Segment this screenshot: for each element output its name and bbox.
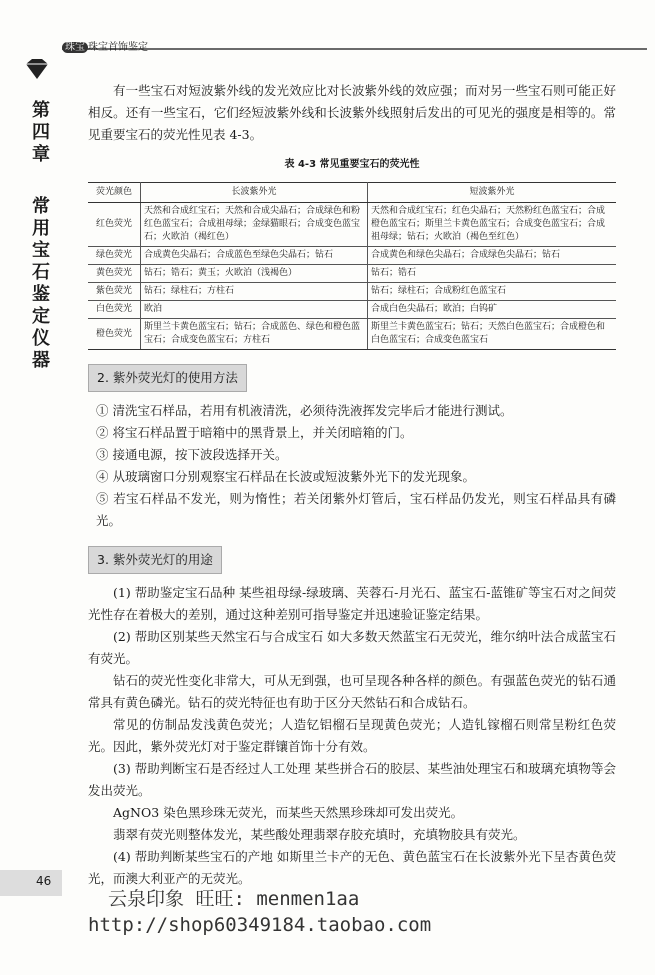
table-row bbox=[88, 203, 616, 247]
table-cell: 紫色荧光 bbox=[88, 283, 141, 301]
section-heading-usage: 2. 紫外荧光灯的使用方法 bbox=[88, 364, 247, 392]
chapter-label bbox=[30, 100, 52, 372]
chapter-char: 四 bbox=[32, 122, 50, 143]
chapter-title-char: 仪 bbox=[32, 328, 50, 349]
table-cell: 白色荧光 bbox=[88, 301, 141, 319]
table-cell: 绿色荧光 bbox=[88, 247, 141, 265]
chapter-title-char: 器 bbox=[32, 350, 50, 371]
step-item: ② 将宝石样品置于暗箱中的黑背景上，并关闭暗箱的门。 bbox=[96, 425, 413, 440]
table-row bbox=[88, 301, 616, 319]
page-number-tab bbox=[0, 870, 62, 896]
table-cell: 钻石；锆石 bbox=[368, 265, 617, 283]
table-row bbox=[88, 265, 616, 283]
table-cell: 天然和合成红宝石；天然和合成尖晶石；合成绿色和粉红色蓝宝石；合成祖母绿；金绿猫眼石；合成变色蓝宝石；火欧泊（褐红色） bbox=[141, 203, 368, 247]
body-paragraph: 常见的仿制品发浅黄色荧光；人造钇铝榴石呈现黄色荧光；人造钆镓榴石则常呈粉红色荧光。因此，紫外荧光灯对于鉴定群镶首饰十分有效。 bbox=[88, 717, 616, 754]
chapter-title-char: 常 bbox=[32, 196, 50, 217]
table-cell: 欧泊 bbox=[141, 301, 368, 319]
table-cell: 天然和合成红宝石；红色尖晶石；天然粉红色蓝宝石；合成橙色蓝宝石；斯里兰卡黄色蓝宝石；合成变色蓝宝石；合成祖母绿；钻石；火欧泊（褐色至红色） bbox=[368, 203, 617, 247]
table-cell: 橙色荧光 bbox=[88, 319, 141, 350]
body-paragraph: 钻石的荧光性变化非常大，可从无到强，也可呈现各种各样的颜色。有强蓝色荧光的钻石通常具有黄色磷光。钻石的荧光特征也有助于区分天然钻石和合成钻石。 bbox=[88, 673, 616, 710]
table-cell: 斯里兰卡黄色蓝宝石；钻石；合成蓝色、绿色和橙色蓝宝石；合成变色蓝宝石；方柱石 bbox=[141, 319, 368, 350]
body-paragraph: (1) 帮助鉴定宝石品种 某些祖母绿-绿玻璃、芙蓉石-月光石、蓝宝石-蓝锥矿等宝石对之间荧光性存在着极大的差别，通过这种差别可指导鉴定并迅速验证鉴定结果。 bbox=[88, 585, 616, 622]
fluorescence-table bbox=[88, 182, 616, 350]
table-header: 短波紫外光 bbox=[368, 183, 617, 203]
chapter-title-char: 定 bbox=[32, 306, 50, 327]
page-number: 46 bbox=[36, 874, 52, 888]
chapter-title-char: 宝 bbox=[32, 240, 50, 261]
chapter-char: 第 bbox=[32, 100, 50, 121]
body-paragraph: (3) 帮助判断宝石是否经过人工处理 某些拼合石的胶层、某些油处理宝石和玻璃充填物等会发出荧光。 bbox=[88, 761, 616, 798]
table-cell: 红色荧光 bbox=[88, 203, 141, 247]
table-header-row bbox=[88, 183, 616, 203]
table-cell: 黄色荧光 bbox=[88, 265, 141, 283]
table-cell: 钻石；绿柱石；合成粉红色蓝宝石 bbox=[368, 283, 617, 301]
chapter-title-char: 鉴 bbox=[32, 284, 50, 305]
table-caption: 表 4-3 常见重要宝石的荧光性 bbox=[284, 159, 420, 170]
table-row bbox=[88, 283, 616, 301]
table-cell: 合成白色尖晶石；欧泊；白钨矿 bbox=[368, 301, 617, 319]
step-item: ④ 从玻璃窗口分别观察宝石样品在长波或短波紫外光下的发光现象。 bbox=[96, 469, 475, 484]
body-paragraph: (4) 帮助判断某些宝石的产地 如斯里兰卡产的无色、黄色蓝宝石在长波紫外光下呈杏黄色荧光，而澳大利亚产的无荧光。 bbox=[88, 849, 616, 886]
body-paragraph: 翡翠有荧光则整体发光，某些酸处理翡翠存胶充填时，充填物胶具有荧光。 bbox=[113, 827, 526, 842]
series-title bbox=[62, 38, 148, 53]
header-rule bbox=[62, 28, 647, 50]
table-row bbox=[88, 247, 616, 265]
step-item: ③ 接通电源，按下波段选择开关。 bbox=[96, 447, 288, 462]
intro-paragraph: 有一些宝石对短波紫外线的发光效应比对长波紫外线的效应强；而对另一些宝石则可能正好相反。还有一些宝石，它们经短波紫外线和长波紫外线照射后发出的可见光的强度是相等的。常见重要宝石的荧光性见表 4-3。 bbox=[88, 83, 616, 142]
table-cell: 钻石；绿柱石；方柱石 bbox=[141, 283, 368, 301]
table-row bbox=[88, 319, 616, 350]
table-cell: 合成黄色和绿色尖晶石；合成绿色尖晶石；钻石 bbox=[368, 247, 617, 265]
body-paragraph: AgNO3 染色黑珍珠无荧光，而某些天然黑珍珠却可发出荧光。 bbox=[113, 805, 464, 820]
chapter-char: 章 bbox=[32, 144, 50, 165]
step-item: ⑤ 若宝石样品不发光，则为惰性；若关闭紫外灯管后，宝石样品仍发光，则宝石样品具有磷光。 bbox=[96, 491, 616, 528]
watermark-line: 云泉印象 旺旺: menmen1aa bbox=[108, 888, 360, 910]
step-item: ① 清洗宝石样品，若用有机液清洗，必须待洗液挥发完毕后才能进行测试。 bbox=[96, 403, 513, 418]
section-heading-purpose: 3. 紫外荧光灯的用途 bbox=[88, 546, 222, 574]
body-paragraph: (2) 帮助区别某些天然宝石与合成宝石 如大多数天然蓝宝石无荧光，维尔纳叶法合成蓝宝石有荧光。 bbox=[88, 629, 616, 666]
series-badge: 珠宝 bbox=[62, 42, 88, 53]
table-cell: 斯里兰卡黄色蓝宝石；钻石；天然白色蓝宝石；合成橙色和白色蓝宝石；合成变色蓝宝石 bbox=[368, 319, 617, 350]
table-cell: 合成黄色尖晶石；合成蓝色至绿色尖晶石；钻石 bbox=[141, 247, 368, 265]
chapter-title-char: 石 bbox=[32, 262, 50, 283]
diamond-icon bbox=[22, 58, 52, 80]
page-body bbox=[88, 80, 616, 890]
series-name: 珠宝首饰鉴定 bbox=[88, 42, 148, 53]
table-header: 长波紫外光 bbox=[141, 183, 368, 203]
watermark-url: http://shop60349184.taobao.com bbox=[88, 914, 432, 936]
table-header: 荧光颜色 bbox=[88, 183, 141, 203]
chapter-title-char: 用 bbox=[32, 218, 50, 239]
table-cell: 钻石；锆石；黄玉；火欧泊（浅褐色） bbox=[141, 265, 368, 283]
